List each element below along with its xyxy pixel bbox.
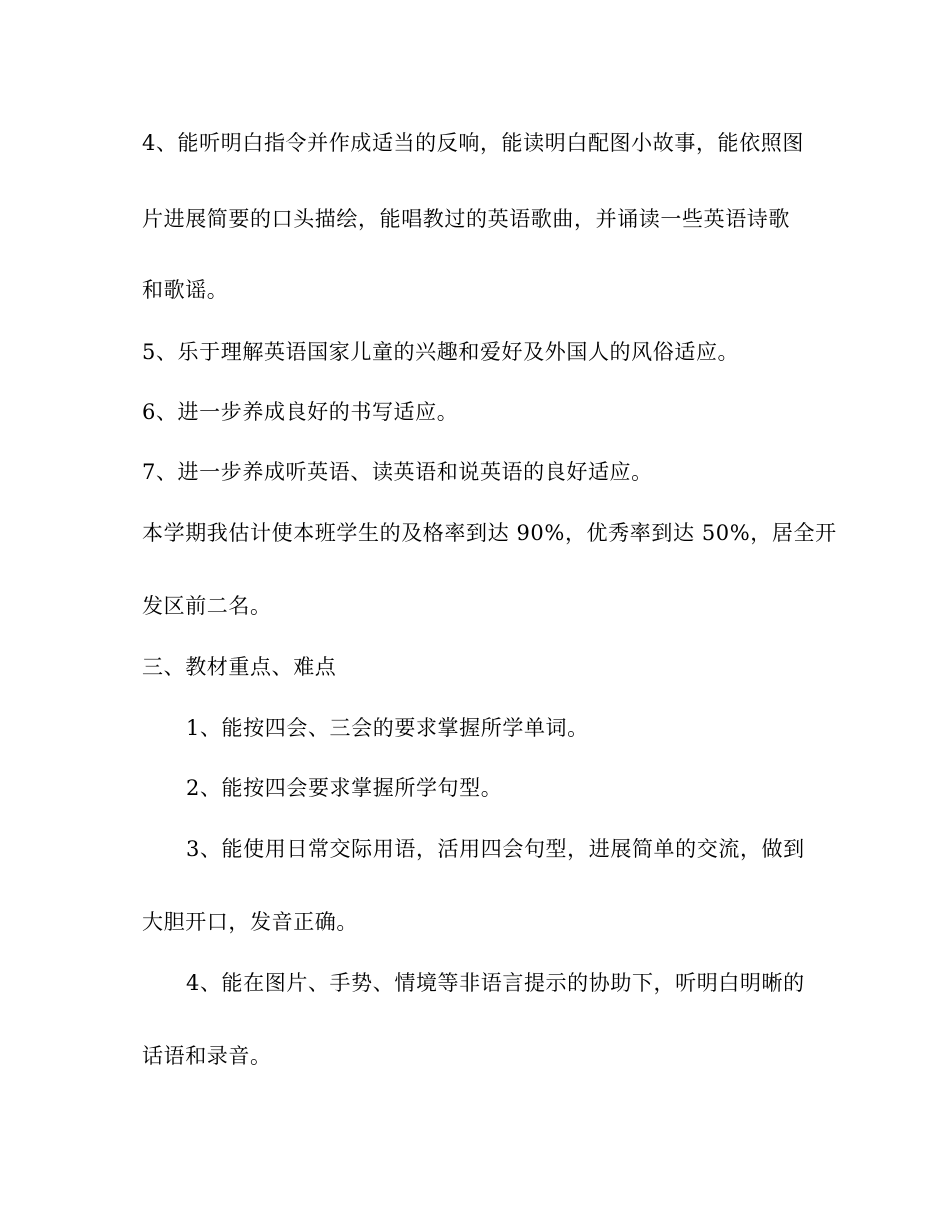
list-item: 4、能在图片、手势、情境等非语言提示的协助下，听明白明晰的: [186, 971, 805, 995]
paragraph-line: 本学期我估计使本班学生的及格率到达 90%，优秀率到达 50%，居全开: [142, 521, 837, 545]
paragraph-line: 5、乐于理解英语国家儿童的兴趣和爱好及外国人的风俗适应。: [142, 340, 740, 364]
paragraph-line: 4、能听明白指令并作成适当的反响，能读明白配图小故事，能依照图: [142, 131, 804, 155]
list-item: 3、能使用日常交际用语，活用四会句型，进展简单的交流，做到: [186, 837, 805, 861]
list-item-continuation: 话语和录音。: [142, 1044, 272, 1068]
paragraph-line: 发区前二名。: [142, 594, 272, 618]
list-item: 1、能按四会、三会的要求掌握所学单词。: [186, 716, 589, 740]
paragraph-line: 片进展简要的口头描绘，能唱教过的英语歌曲，并诵读一些英语诗歌: [142, 207, 790, 231]
list-item-continuation: 大胆开口，发音正确。: [142, 910, 358, 934]
paragraph-line: 和歌谣。: [142, 278, 229, 302]
section-heading: 三、教材重点、难点: [142, 655, 337, 679]
list-item: 2、能按四会要求掌握所学句型。: [186, 776, 503, 800]
paragraph-line: 6、进一步养成良好的书写适应。: [142, 400, 459, 424]
paragraph-line: 7、进一步养成听英语、读英语和说英语的良好适应。: [142, 460, 653, 484]
